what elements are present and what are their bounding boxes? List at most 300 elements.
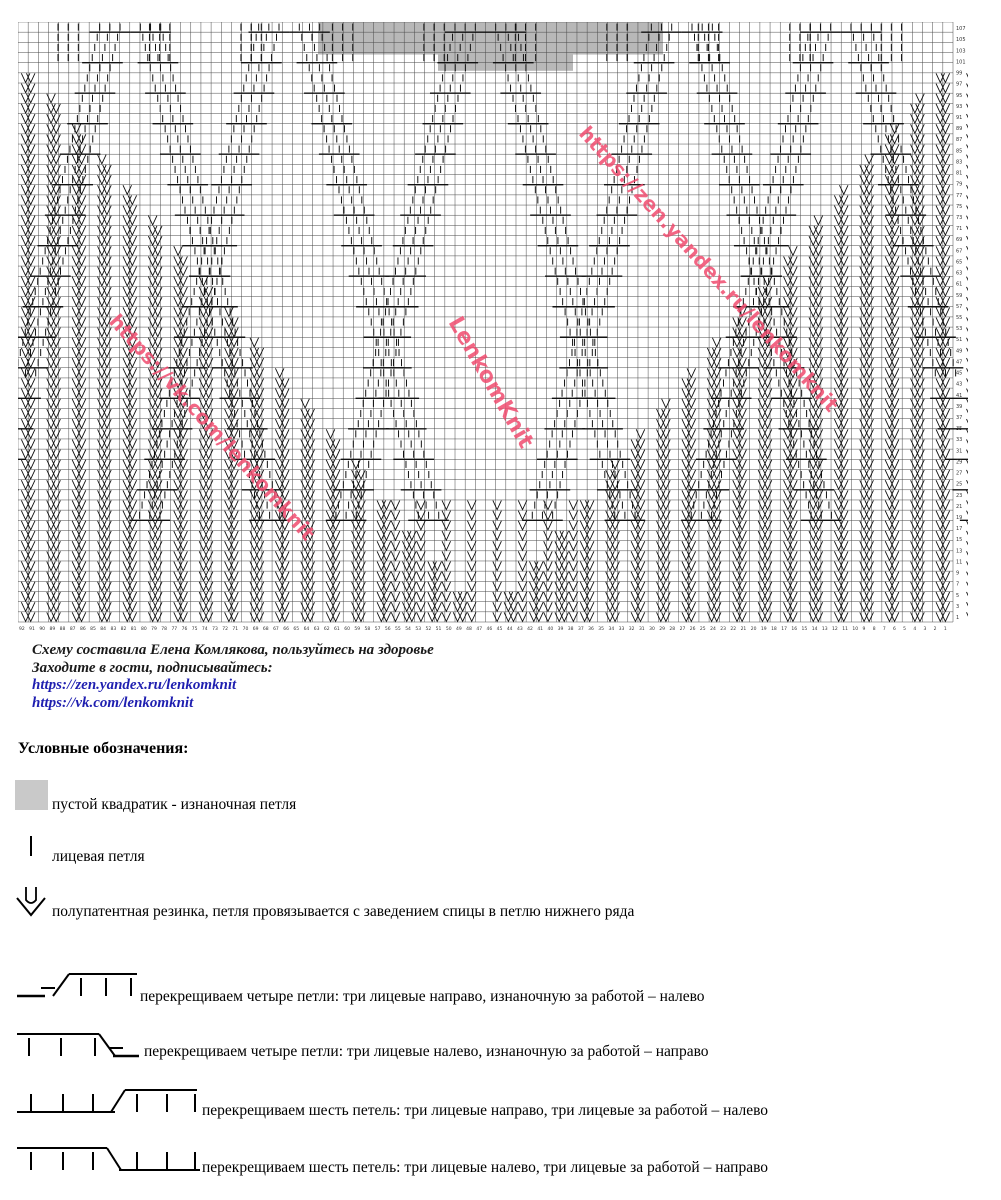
column-number-label: 24 bbox=[710, 627, 716, 632]
v-arrow-icon bbox=[569, 521, 578, 530]
v-arrow-icon bbox=[967, 317, 968, 326]
row-number-label: 75 bbox=[956, 203, 963, 210]
v-arrow-icon bbox=[493, 602, 502, 611]
v-arrow-icon bbox=[967, 328, 968, 337]
column-number-label: 90 bbox=[39, 627, 46, 632]
column-number-label: 70 bbox=[242, 627, 249, 632]
v-arrow-icon bbox=[967, 561, 968, 570]
column-number-label: 31 bbox=[638, 627, 645, 632]
v-arrow-icon bbox=[662, 399, 671, 408]
column-number-label: 12 bbox=[832, 627, 838, 632]
column-number-label: 10 bbox=[852, 627, 859, 632]
column-number-label: 86 bbox=[79, 627, 86, 632]
v-arrow-icon bbox=[493, 582, 502, 591]
v-arrow-icon bbox=[967, 612, 968, 621]
v-arrow-icon bbox=[967, 287, 968, 296]
v-arrow-icon bbox=[467, 500, 476, 509]
v-arrow-icon bbox=[967, 236, 968, 245]
legend-cross6l-text: перекрещиваем шесть петель: три лицевые налево, три лицевые за работой – направо bbox=[202, 1159, 769, 1176]
row-number-label: 91 bbox=[956, 115, 963, 122]
v-arrow-icon bbox=[417, 592, 426, 601]
v-arrow-icon bbox=[148, 216, 157, 225]
row-number-label: 105 bbox=[956, 37, 966, 44]
v-arrow-icon bbox=[636, 429, 645, 438]
column-number-label: 51 bbox=[435, 627, 442, 632]
column-number-label: 61 bbox=[334, 627, 340, 632]
v-arrow-icon bbox=[250, 338, 259, 347]
v-arrow-icon bbox=[442, 511, 451, 520]
column-number-label: 69 bbox=[252, 627, 259, 632]
column-number-label: 52 bbox=[425, 627, 432, 632]
column-number-label: 73 bbox=[212, 627, 218, 632]
column-number-label: 46 bbox=[486, 627, 493, 632]
column-number-label: 79 bbox=[151, 627, 157, 632]
column-number-label: 27 bbox=[679, 627, 686, 632]
v-arrow-icon bbox=[967, 348, 968, 357]
column-number-label: 60 bbox=[344, 627, 350, 632]
v-arrow-icon bbox=[967, 521, 968, 530]
v-arrow-icon bbox=[967, 145, 968, 154]
column-number-label: 58 bbox=[364, 627, 371, 632]
credits-author: Схему составила Елена Комлякова, пользуйтесь на здоровье bbox=[32, 642, 434, 658]
row-number-label: 97 bbox=[956, 81, 963, 88]
column-number-label: 43 bbox=[516, 627, 523, 632]
v-arrow-icon bbox=[569, 602, 578, 611]
v-arrow-icon bbox=[967, 73, 968, 82]
column-number-label: 88 bbox=[59, 627, 66, 632]
row-number-label: 33 bbox=[956, 437, 963, 444]
v-arrow-icon bbox=[391, 541, 400, 550]
column-number-label: 80 bbox=[140, 627, 147, 632]
row-number-label: 67 bbox=[956, 248, 963, 255]
watermark-text: LenkomKnit bbox=[442, 312, 539, 453]
v-arrow-icon bbox=[544, 531, 553, 540]
column-number-label: 21 bbox=[740, 627, 747, 632]
v-arrow-icon bbox=[493, 531, 502, 540]
column-number-label: 33 bbox=[618, 627, 625, 632]
row-number-label: 9 bbox=[956, 570, 960, 577]
row-number-label: 47 bbox=[956, 359, 963, 366]
v-arrow-icon bbox=[967, 480, 968, 489]
v-arrow-icon bbox=[518, 541, 527, 550]
column-number-label: 14 bbox=[811, 627, 818, 632]
v-arrow-icon bbox=[967, 541, 968, 550]
v-arrow-icon bbox=[967, 175, 968, 184]
v-arrow-icon bbox=[967, 104, 968, 113]
v-arrow-icon bbox=[467, 572, 476, 581]
v-arrow-icon bbox=[967, 490, 968, 499]
v-arrow-icon bbox=[467, 551, 476, 560]
v-arrow-icon bbox=[967, 134, 968, 143]
column-number-label: 35 bbox=[598, 627, 605, 632]
column-number-label: 28 bbox=[669, 627, 676, 632]
column-number-label: 38 bbox=[567, 627, 574, 632]
column-number-label: 36 bbox=[588, 627, 594, 632]
v-arrow-icon bbox=[417, 500, 426, 509]
row-number-label: 71 bbox=[956, 226, 963, 233]
column-number-label: 20 bbox=[750, 627, 757, 632]
v-arrow-icon bbox=[865, 155, 874, 164]
credits-block bbox=[32, 642, 434, 712]
cross-6-left-icon bbox=[15, 1144, 200, 1174]
column-number-label: 45 bbox=[496, 627, 503, 632]
v-arrow-icon bbox=[967, 267, 968, 276]
v-arrow-icon bbox=[967, 358, 968, 367]
row-number-label: 87 bbox=[956, 137, 963, 144]
column-number-label: 83 bbox=[110, 627, 117, 632]
credits-invite: Заходите в гости, подписывайтесь: bbox=[32, 659, 273, 676]
v-arrow-icon bbox=[467, 521, 476, 530]
v-arrow-icon bbox=[225, 307, 234, 316]
row-number-label: 11 bbox=[956, 559, 963, 566]
column-number-label: 2 bbox=[933, 627, 937, 632]
v-arrow-icon bbox=[442, 572, 451, 581]
v-arrow-icon bbox=[712, 338, 721, 347]
v-arrow-icon bbox=[72, 124, 81, 133]
column-number-label: 71 bbox=[232, 627, 239, 632]
zen-link[interactable]: https://zen.yandex.ru/lenkomknit bbox=[32, 677, 237, 693]
column-number-label: 18 bbox=[771, 627, 777, 632]
row-number-label: 35 bbox=[956, 426, 963, 433]
v-arrow-icon bbox=[391, 592, 400, 601]
v-arrow-icon bbox=[967, 84, 968, 93]
v-arrow-icon bbox=[467, 602, 476, 611]
column-number-label: 50 bbox=[445, 627, 452, 632]
v-arrow-icon bbox=[493, 592, 502, 601]
row-number-label: 19 bbox=[956, 515, 963, 522]
column-number-label: 81 bbox=[130, 627, 137, 632]
v-arrow-icon bbox=[391, 572, 400, 581]
v-arrow-icon bbox=[518, 592, 527, 601]
column-number-label: 75 bbox=[191, 627, 198, 632]
v-arrow-icon bbox=[326, 429, 335, 438]
v-arrow-icon bbox=[544, 521, 553, 530]
knitting-chart bbox=[18, 22, 968, 640]
v-arrow-icon bbox=[391, 521, 400, 530]
v-arrow-icon bbox=[967, 389, 968, 398]
chart-grid bbox=[18, 22, 968, 640]
row-number-label: 21 bbox=[956, 503, 963, 510]
v-arrow-icon bbox=[518, 561, 527, 570]
legend-cross6r-text: перекрещиваем шесть петель: три лицевые направо, три лицевые за работой – налево bbox=[202, 1102, 769, 1119]
v-arrow-icon bbox=[518, 531, 527, 540]
v-arrow-icon bbox=[417, 582, 426, 591]
v-arrow-icon bbox=[967, 114, 968, 123]
v-arrow-icon bbox=[967, 531, 968, 540]
v-arrow-icon bbox=[275, 368, 284, 377]
v-arrow-icon bbox=[967, 592, 968, 601]
v-arrow-icon bbox=[967, 429, 968, 438]
v-arrow-icon bbox=[391, 612, 400, 621]
v-arrow-icon bbox=[493, 511, 502, 520]
cross-4-left-icon bbox=[15, 1030, 140, 1060]
row-number-label: 103 bbox=[956, 48, 966, 55]
v-arrow-icon bbox=[417, 561, 426, 570]
v-arrow-icon bbox=[569, 551, 578, 560]
v-arrow-icon bbox=[569, 592, 578, 601]
v-arrow-icon bbox=[569, 561, 578, 570]
v-arrow-icon bbox=[442, 612, 451, 621]
legend-purl-text: пустой квадратик - изнаночная петля bbox=[52, 796, 297, 813]
column-number-label: 17 bbox=[781, 627, 787, 632]
v-arrow-icon bbox=[569, 511, 578, 520]
vk-link[interactable]: https://vk.com/lenkomknit bbox=[32, 694, 194, 711]
column-number-label: 37 bbox=[577, 627, 584, 632]
row-number-label: 65 bbox=[956, 259, 963, 266]
column-number-label: 67 bbox=[273, 627, 279, 632]
v-arrow-icon bbox=[814, 216, 823, 225]
column-number-label: 25 bbox=[699, 627, 706, 632]
v-arrow-icon bbox=[569, 531, 578, 540]
column-number-label: 65 bbox=[293, 627, 300, 632]
v-arrow-icon bbox=[98, 155, 107, 164]
column-number-label: 72 bbox=[222, 627, 228, 632]
v-arrow-icon bbox=[967, 307, 968, 316]
v-arrow-icon bbox=[467, 531, 476, 540]
row-number-label: 17 bbox=[956, 526, 963, 533]
v-arrow-icon bbox=[391, 561, 400, 570]
v-arrow-icon bbox=[391, 602, 400, 611]
v-arrow-icon bbox=[391, 531, 400, 540]
v-arrow-icon bbox=[544, 582, 553, 591]
column-number-label: 87 bbox=[69, 627, 76, 632]
v-arrow-icon bbox=[442, 602, 451, 611]
v-arrow-icon bbox=[391, 582, 400, 591]
row-number-label: 51 bbox=[956, 337, 963, 344]
v-arrow-icon bbox=[417, 551, 426, 560]
column-number-label: 91 bbox=[29, 627, 35, 632]
column-number-label: 63 bbox=[313, 627, 320, 632]
v-arrow-icon bbox=[967, 124, 968, 133]
v-arrow-icon bbox=[174, 246, 183, 255]
v-arrow-icon bbox=[493, 500, 502, 509]
v-arrow-icon bbox=[569, 541, 578, 550]
cross-4-right-icon bbox=[15, 970, 140, 1000]
column-number-label: 32 bbox=[628, 627, 635, 632]
v-arrow-icon bbox=[967, 165, 968, 174]
v-arrow-icon bbox=[493, 572, 502, 581]
column-number-label: 53 bbox=[415, 627, 422, 632]
legend-v-text: полупатентная резинка, петля провязывается с заведением спицы в петлю нижнего ряда bbox=[52, 903, 635, 920]
column-number-label: 26 bbox=[689, 627, 696, 632]
vertical-bar-icon bbox=[24, 834, 38, 858]
v-arrow-icon bbox=[442, 531, 451, 540]
cross-6-right-icon bbox=[15, 1086, 200, 1116]
row-number-label: 23 bbox=[956, 492, 963, 499]
v-arrow-icon bbox=[467, 511, 476, 520]
watermark-text: https://zen.yandex.ru/lenkomknit bbox=[574, 121, 844, 417]
legend-cross4l-text: перекрещиваем четыре петли: три лицевые налево, изнаночную за работой – направо bbox=[144, 1043, 709, 1060]
column-number-label: 39 bbox=[557, 627, 564, 632]
v-arrow-icon bbox=[442, 561, 451, 570]
row-number-label: 25 bbox=[956, 481, 963, 488]
v-arrow-icon bbox=[442, 521, 451, 530]
v-arrow-icon bbox=[916, 94, 925, 103]
column-number-label: 84 bbox=[100, 627, 107, 632]
v-arrow-icon bbox=[967, 206, 968, 215]
v-arrow-icon bbox=[687, 368, 696, 377]
v-arrow-icon bbox=[518, 582, 527, 591]
v-arrow-icon bbox=[967, 256, 968, 265]
column-number-label: 56 bbox=[384, 627, 391, 632]
row-number-label: 29 bbox=[956, 459, 963, 466]
v-arrow-icon bbox=[417, 602, 426, 611]
v-arrow-icon bbox=[518, 551, 527, 560]
v-arrow-icon bbox=[493, 551, 502, 560]
column-number-label: 64 bbox=[303, 627, 310, 632]
row-number-label: 3 bbox=[956, 603, 960, 610]
v-arrow-icon bbox=[544, 612, 553, 621]
v-arrow-icon bbox=[967, 195, 968, 204]
v-arrow-icon bbox=[967, 582, 968, 591]
column-number-label: 23 bbox=[720, 627, 726, 632]
v-arrow-icon bbox=[442, 500, 451, 509]
v-arrow-icon bbox=[14, 884, 48, 920]
v-arrow-icon bbox=[967, 185, 968, 194]
v-arrow-icon bbox=[967, 216, 968, 225]
v-arrow-icon bbox=[442, 541, 451, 550]
v-arrow-icon bbox=[544, 592, 553, 601]
v-arrow-icon bbox=[967, 155, 968, 164]
v-arrow-icon bbox=[518, 572, 527, 581]
v-arrow-icon bbox=[544, 541, 553, 550]
v-arrow-icon bbox=[417, 612, 426, 621]
column-number-label: 48 bbox=[466, 627, 472, 632]
column-number-label: 85 bbox=[90, 627, 96, 632]
v-arrow-icon bbox=[967, 460, 968, 469]
v-arrow-icon bbox=[442, 592, 451, 601]
v-arrow-icon bbox=[967, 246, 968, 255]
column-number-label: 7 bbox=[882, 627, 886, 632]
column-number-label: 40 bbox=[547, 627, 554, 632]
v-arrow-icon bbox=[569, 612, 578, 621]
v-arrow-icon bbox=[967, 399, 968, 408]
row-number-label: 27 bbox=[956, 470, 963, 477]
v-arrow-icon bbox=[442, 582, 451, 591]
column-number-label: 68 bbox=[262, 627, 269, 632]
row-number-label: 59 bbox=[956, 292, 963, 299]
column-number-label: 8 bbox=[872, 627, 876, 632]
v-arrow-icon bbox=[467, 592, 476, 601]
legend-cross4r-text: перекрещиваем четыре петли: три лицевые направо, изнаночную за работой – налево bbox=[140, 988, 705, 1005]
row-number-label: 85 bbox=[956, 148, 963, 155]
v-arrow-icon bbox=[839, 185, 848, 194]
column-number-label: 74 bbox=[201, 627, 208, 632]
v-arrow-icon bbox=[417, 541, 426, 550]
watermark-text: https://vk.com/lenkomknit bbox=[104, 309, 321, 546]
column-number-label: 11 bbox=[842, 627, 848, 632]
v-arrow-icon bbox=[967, 602, 968, 611]
v-arrow-icon bbox=[569, 500, 578, 509]
v-arrow-icon bbox=[967, 378, 968, 387]
v-arrow-icon bbox=[467, 582, 476, 591]
v-arrow-icon bbox=[518, 500, 527, 509]
row-number-label: 43 bbox=[956, 381, 963, 388]
column-number-label: 49 bbox=[456, 627, 462, 632]
column-number-label: 76 bbox=[181, 627, 188, 632]
column-number-label: 57 bbox=[374, 627, 381, 632]
row-number-label: 49 bbox=[956, 348, 963, 355]
row-number-label: 79 bbox=[956, 181, 963, 188]
v-arrow-icon bbox=[967, 226, 968, 235]
v-arrow-icon bbox=[967, 94, 968, 103]
row-number-label: 83 bbox=[956, 159, 963, 166]
v-arrow-icon bbox=[518, 602, 527, 611]
v-arrow-icon bbox=[967, 500, 968, 509]
v-arrow-icon bbox=[417, 521, 426, 530]
column-number-label: 3 bbox=[923, 627, 927, 632]
column-number-label: 19 bbox=[760, 627, 767, 632]
v-arrow-icon bbox=[967, 338, 968, 347]
v-arrow-icon bbox=[544, 551, 553, 560]
purl-band-top bbox=[318, 22, 663, 55]
row-number-label: 101 bbox=[956, 59, 966, 66]
column-number-label: 89 bbox=[49, 627, 56, 632]
column-number-label: 15 bbox=[801, 627, 808, 632]
column-number-label: 16 bbox=[791, 627, 798, 632]
row-number-label: 81 bbox=[956, 170, 963, 177]
v-arrow-icon bbox=[967, 572, 968, 581]
v-arrow-icon bbox=[518, 521, 527, 530]
v-arrow-icon bbox=[301, 399, 310, 408]
v-arrow-icon bbox=[518, 511, 527, 520]
column-number-label: 34 bbox=[608, 627, 615, 632]
row-number-label: 89 bbox=[956, 126, 963, 133]
column-number-label: 9 bbox=[862, 627, 866, 632]
v-arrow-icon bbox=[518, 612, 527, 621]
row-number-label: 37 bbox=[956, 415, 963, 422]
column-number-label: 6 bbox=[893, 627, 896, 632]
row-number-label: 7 bbox=[956, 581, 960, 588]
v-arrow-icon bbox=[544, 572, 553, 581]
column-number-label: 92 bbox=[19, 627, 25, 632]
v-arrow-icon bbox=[544, 602, 553, 611]
row-number-label: 45 bbox=[956, 370, 963, 377]
column-number-label: 4 bbox=[913, 627, 917, 632]
row-number-label: 77 bbox=[956, 192, 963, 199]
v-arrow-icon bbox=[493, 541, 502, 550]
v-arrow-icon bbox=[467, 612, 476, 621]
v-arrow-icon bbox=[391, 511, 400, 520]
column-number-label: 82 bbox=[120, 627, 127, 632]
row-number-label: 95 bbox=[956, 92, 963, 99]
v-arrow-icon bbox=[967, 439, 968, 448]
column-number-label: 42 bbox=[527, 627, 533, 632]
v-arrow-icon bbox=[967, 277, 968, 286]
column-number-label: 47 bbox=[476, 627, 483, 632]
column-number-label: 62 bbox=[323, 627, 330, 632]
row-number-label: 69 bbox=[956, 237, 963, 244]
column-number-label: 41 bbox=[537, 627, 544, 632]
v-arrow-icon bbox=[493, 612, 502, 621]
row-number-label: 63 bbox=[956, 270, 963, 277]
column-number-label: 59 bbox=[354, 627, 361, 632]
v-arrow-icon bbox=[789, 246, 798, 255]
row-number-label: 41 bbox=[956, 392, 963, 399]
v-arrow-icon bbox=[417, 531, 426, 540]
v-arrow-icon bbox=[569, 582, 578, 591]
v-arrow-icon bbox=[47, 94, 56, 103]
row-number-label: 31 bbox=[956, 448, 963, 455]
column-number-label: 66 bbox=[283, 627, 289, 632]
v-arrow-icon bbox=[967, 368, 968, 377]
column-number-label: 77 bbox=[171, 627, 178, 632]
gray-square-icon bbox=[15, 780, 48, 810]
legend-knit-text: лицевая петля bbox=[52, 848, 145, 865]
v-arrow-icon bbox=[417, 572, 426, 581]
v-arrow-icon bbox=[967, 409, 968, 418]
row-number-label: 93 bbox=[956, 103, 963, 110]
